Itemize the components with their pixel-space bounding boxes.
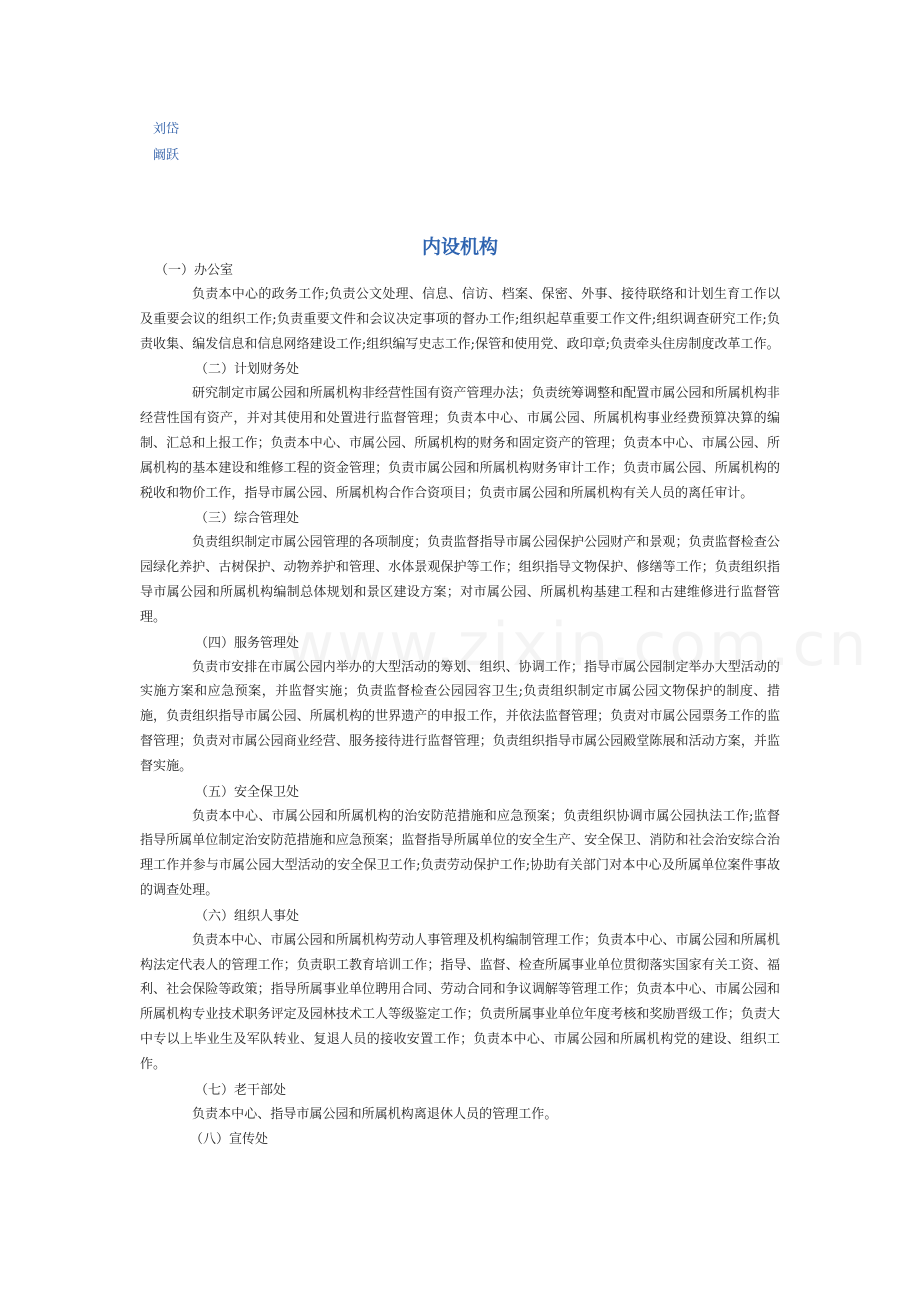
section-heading: （三）综合管理处 (195, 511, 300, 527)
section-paragraph: 负责本中心、市属公园和所属机构的治安防范措施和应急预案；负责组织协调市属公园执法工作;监督指导所属单位制定治安防范措施和应急预案；监督指导所属单位的安全生产、安全保卫、消防和社会治安综合治理工作并参与市属公园大型活动的安全保卫工作;负责劳动保护工作;协助有关部门对本中心及所属单位案件事故的调查处理。 (140, 808, 780, 898)
page-title: 内设机构 (421, 236, 498, 258)
section-paragraph: 负责组织制定市属公园管理的各项制度；负责监督指导市属公园保护公园财产和景观；负责监督检查公园绿化养护、古树保护、动物养护和管理、水体景观保护等工作；组织指导文物保护、修缮等工作；负责组织指导市属公园和所属机构编制总体规划和景区建设方案；对市属公园、所属机构基建工程和古建维修进行监督管理。 (140, 535, 780, 625)
name-link[interactable]: 阚跃 (153, 148, 180, 163)
section-heading: （二）计划财务处 (195, 362, 300, 378)
section-heading: （四）服务管理处 (195, 635, 300, 651)
name-link[interactable]: 刘岱 (153, 122, 180, 137)
document-body (140, 258, 780, 1152)
section-paragraph: 负责本中心、指导市属公园和所属机构离退休人员的管理工作。 (192, 1106, 558, 1122)
section-paragraph: 负责市安排在市属公园内举办的大型活动的筹划、组织、协调工作；指导市属公园制定举办大型活动的实施方案和应急预案，并监督实施；负责监督检查公园园容卫生;负责组织制定市属公园文物保护的制度、措施，负责组织指导市属公园、所属机构的世界遗产的申报工作，并依法监督管理；负责对市属公园票务工作的监督管理；负责对市属公园商业经营、服务接待进行监督管理；负责组织指导市属公园殿堂陈展和活动方案，并监督实施。 (140, 659, 780, 774)
section-paragraph: 研究制定市属公园和所属机构非经营性国有资产管理办法；负责统筹调整和配置市属公园和所属机构非经营性国有资产，并对其使用和处置进行监督管理；负责本中心、市属公园、所属机构事业经费预算决算的编制、汇总和上报工作；负责本中心、市属公园、所属机构的财务和固定资产的管理；负责本中心、市属公园、所属机构的基本建设和维修工程的资金管理；负责市属公园和所属机构财务审计工作；负责市属公园、所属机构的税收和物价工作，指导市属公园、所属机构合作合资项目；负责市属公园和所属机构有关人员的离任审计。 (140, 386, 780, 501)
section-heading: （八）宣传处 (190, 1132, 269, 1148)
section-heading: （七）老干部处 (195, 1082, 287, 1098)
name-links (153, 117, 179, 169)
section-paragraph: 负责本中心的政务工作;负责公文处理、信息、信访、档案、保密、外事、接待联络和计划生育工作以及重要会议的组织工作;负责重要文件和会议决定事项的督办工作;组织起草重要工作文件;组织调查研究工作;负责收集、编发信息和信息网络建设工作;组织编写史志工作;保管和使用党、政印章;负责牵头住房制度改革工作。 (140, 287, 780, 352)
section-paragraph: 负责本中心、市属公园和所属机构劳动人事管理及机构编制管理工作；负责本中心、市属公园和所属机构法定代表人的管理工作；负责职工教育培训工作；指导、监督、检查所属事业单位贯彻落实国家有关工资、福利、社会保险等政策；指导所属事业单位聘用合同、劳动合同和争议调解等管理工作；负责本中心、市属公园和所属机构专业技术职务评定及园林技术工人等级鉴定工作；负责所属事业单位年度考核和奖励晋级工作；负责大中专以上毕业生及军队转业、复退人员的接收安置工作；负责本中心、市属公园和所属机构党的建设、组织工作。 (140, 932, 780, 1072)
section-heading: （五）安全保卫处 (195, 784, 300, 800)
section-heading: （六）组织人事处 (195, 908, 300, 924)
section-heading: （一）办公室 (155, 263, 234, 278)
